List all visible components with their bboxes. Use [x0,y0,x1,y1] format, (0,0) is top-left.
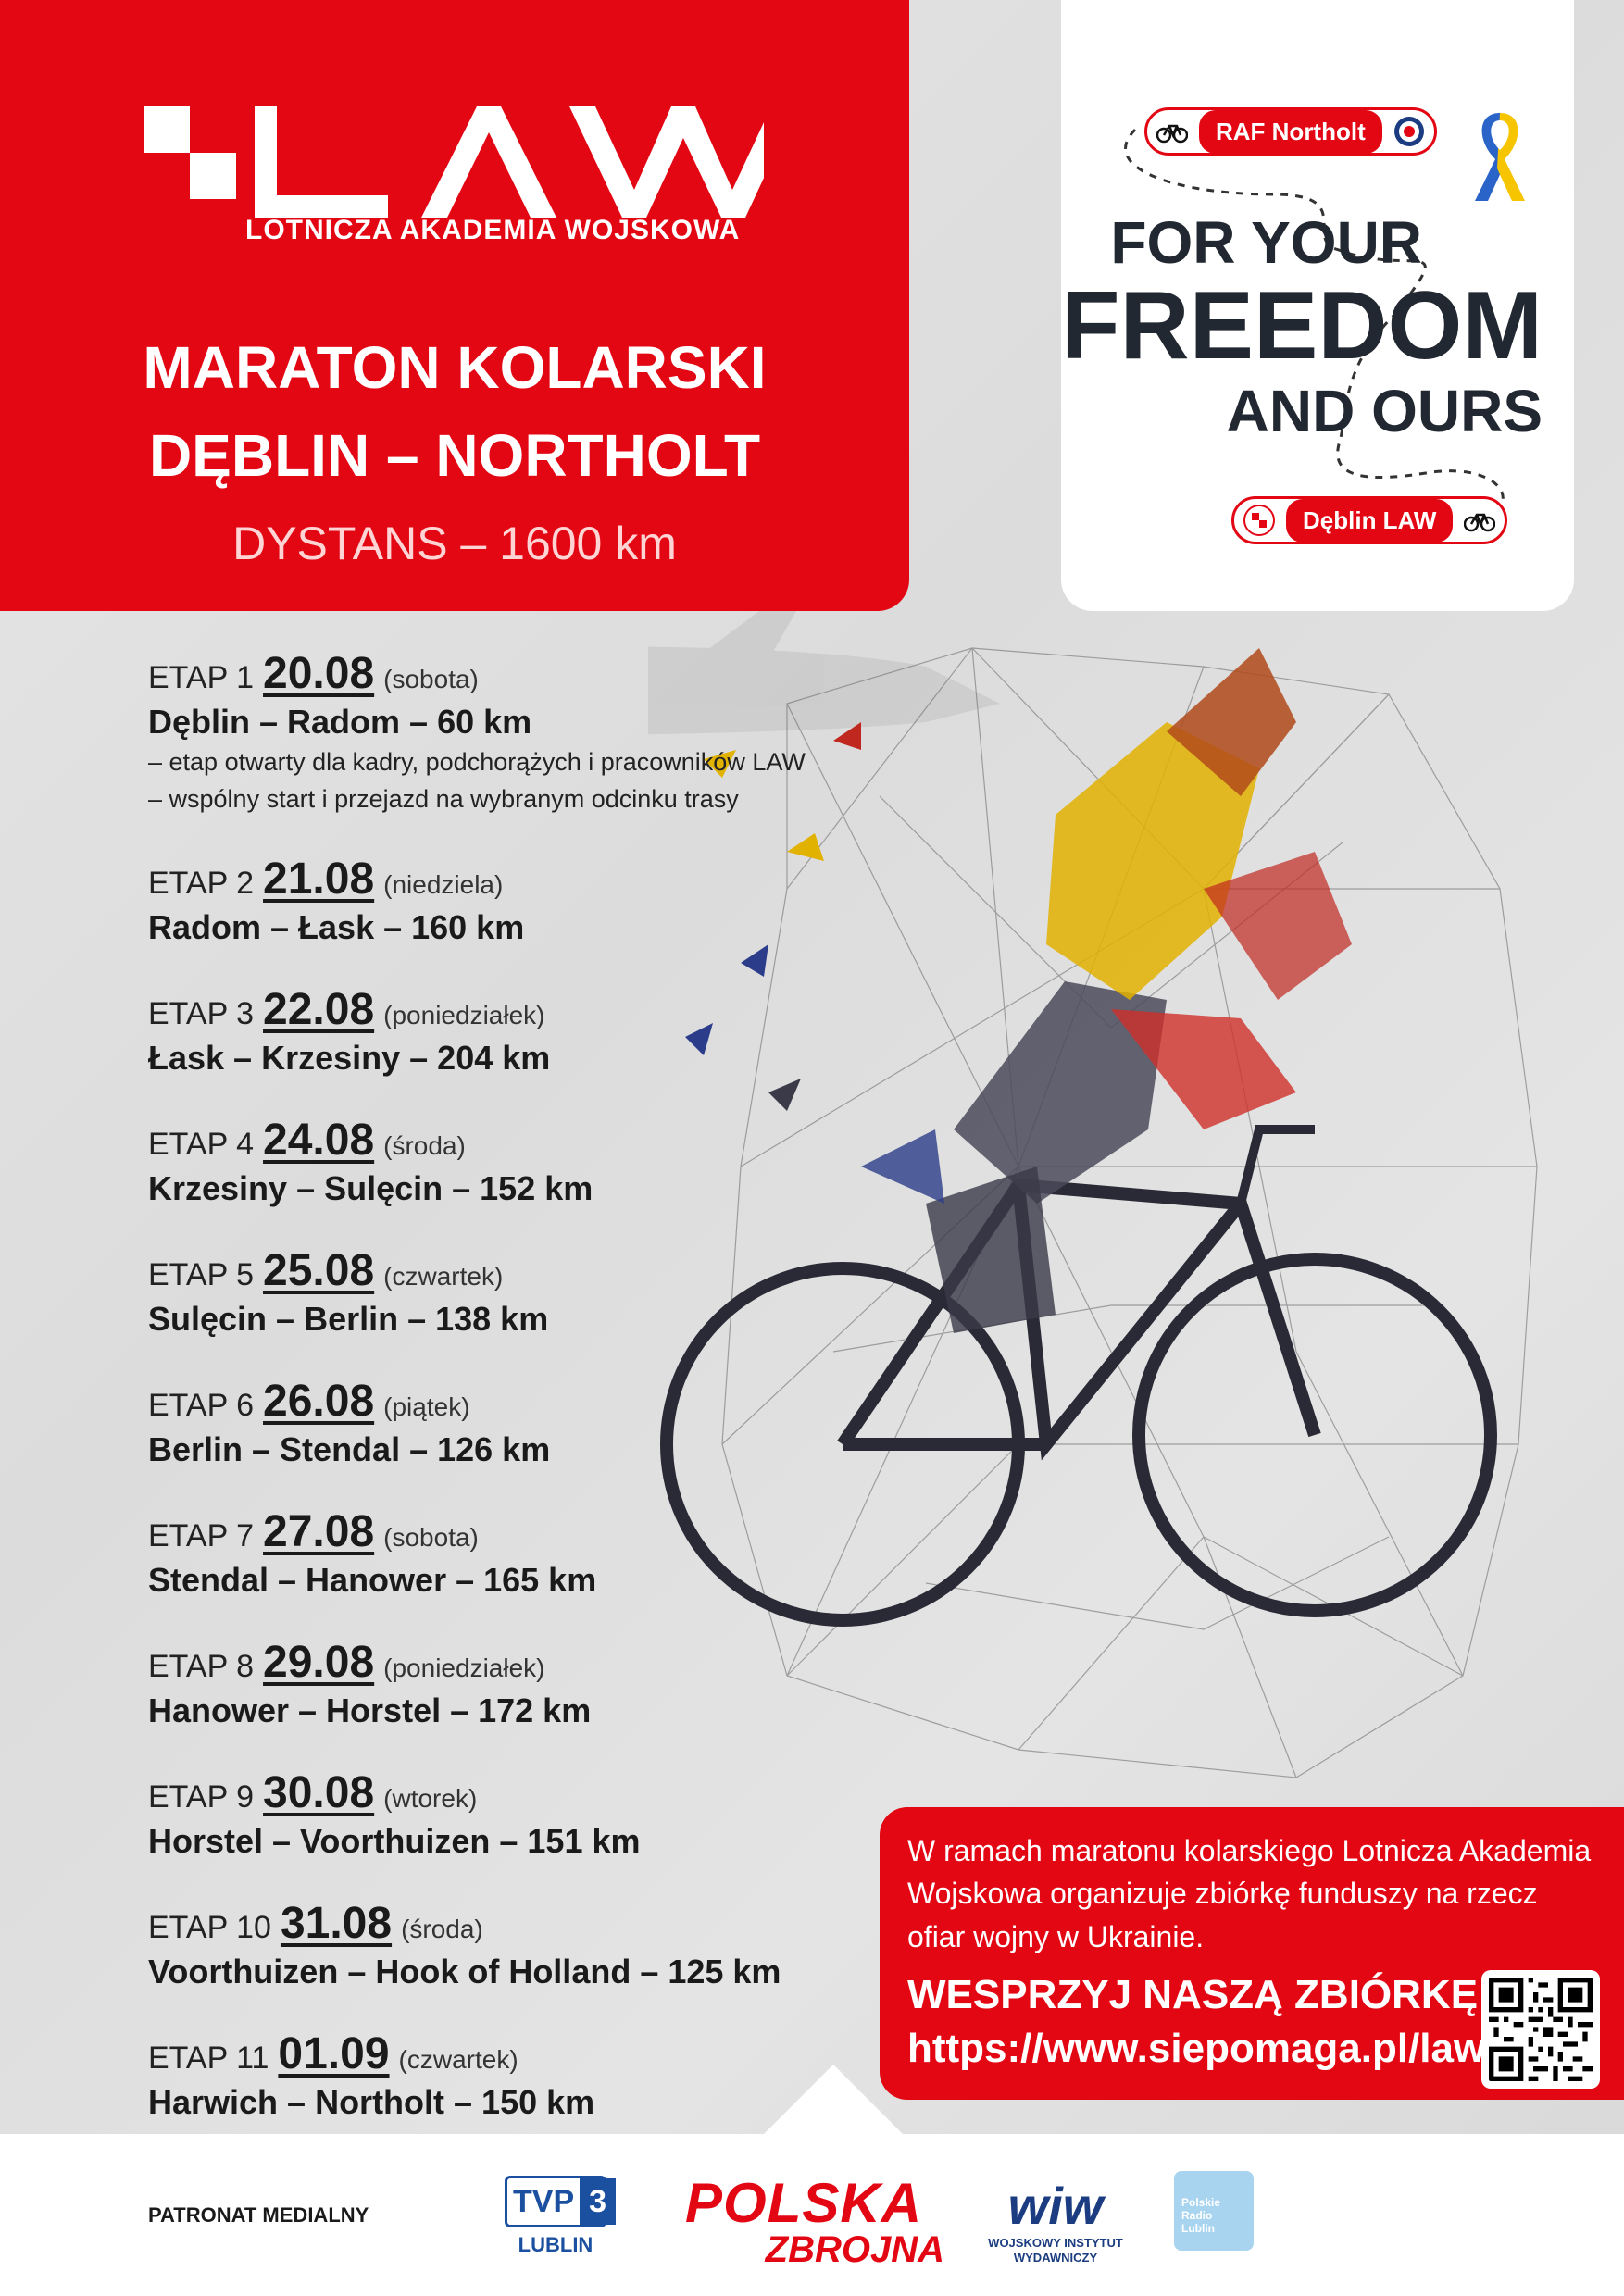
polska-zbrojna-logo [685,2172,944,2270]
stage-date: 21.08 [263,854,375,904]
event-title-line2: DĘBLIN – NORTHOLT [148,422,761,489]
stage-label: ETAP 3 [148,995,255,1031]
stage-date: 01.09 [278,2028,390,2078]
stage-route: Harwich – Northolt – 150 km [148,2082,595,2121]
end-label: Dęblin LAW [1286,499,1453,543]
stage-route: Sulęcin – Berlin – 138 km [148,1299,549,1338]
stage-note: – etap otwarty dla kadry, podchorążych i pracowników LAW [148,748,806,776]
stage-item [148,1115,981,1208]
stage-label: ETAP 6 [148,1387,255,1423]
ukraine-ribbon-icon [1468,104,1532,206]
wiw-mark: wiw [1007,2177,1104,2235]
media-patronage-label: PATRONAT MEDIALNY [148,2203,369,2227]
slogan [1061,209,1543,444]
pz-line2: ZBROJNA [765,2229,944,2270]
stage-day: (środa) [383,1130,466,1160]
footer-notch [763,2065,904,2135]
stage-date: 22.08 [263,984,375,1034]
stage-label: ETAP 11 [148,2040,269,2076]
stage-item [148,1506,981,1600]
stage-item [148,648,981,817]
start-badge [1144,107,1437,156]
stage-day: (środa) [401,1914,483,1943]
bicycle-icon [1464,507,1495,533]
logo-subtitle: LOTNICZA AKADEMIA WOJSKOWA [245,215,741,245]
slogan-line3: AND OURS [1226,378,1543,444]
stage-route: Krzesiny – Sulęcin – 152 km [148,1168,593,1207]
stage-label: ETAP 10 [148,1909,271,1945]
tvp-text: TVP [513,2183,575,2219]
tvp-city: LUBLIN [518,2233,593,2256]
stage-route: Horstel – Voorthuizen – 151 km [148,1821,641,1860]
stage-route: Dęblin – Radom – 60 km [148,703,532,741]
fundraiser-text: W ramach maratonu kolarskiego Lotnicza Akademia Wojskowa organizuje zbiórkę funduszy na rzecz ofiar wojny w Ukrainie. [907,1834,1592,1953]
wiw-text: WOJSKOWY INSTYTUT WYDAWNICZY [988,2236,1123,2265]
slogan-line2: FREEDOM [1061,272,1543,380]
stage-route: Hanower – Horstel – 172 km [148,1691,592,1729]
polskie-radio-lublin-logo [1174,2171,1254,2251]
stage-date: 24.08 [263,1115,375,1165]
bicycle-icon [1156,119,1188,144]
stage-day: (piątek) [383,1391,470,1421]
stage-day: (sobota) [383,1522,479,1552]
stage-item [148,854,981,947]
slogan-line1: FOR YOUR [1110,209,1422,276]
stage-item [148,1376,981,1469]
stage-label: ETAP 4 [148,1126,255,1162]
stage-date: 26.08 [263,1376,375,1426]
tvp3-lublin-logo [505,2176,606,2257]
stage-label: ETAP 2 [148,865,255,901]
stage-date: 27.08 [263,1506,375,1556]
start-label: RAF Northolt [1199,110,1382,154]
stage-item [148,1637,981,1730]
stage-date: 25.08 [263,1245,375,1295]
qr-code-icon[interactable] [1481,1970,1600,2089]
stage-item [148,984,981,1078]
stage-day: (wtorek) [383,1783,478,1813]
raf-roundel-icon [1393,116,1425,147]
pz-line1: POLSKA [685,2172,923,2234]
stage-item [148,1767,981,1861]
stage-day: (poniedziałek) [383,1653,545,1682]
stage-day: (sobota) [383,665,479,693]
stage-date: 31.08 [280,1898,393,1948]
stage-date: 29.08 [263,1637,375,1687]
stage-route: Berlin – Stendal – 126 km [148,1429,551,1468]
checkerboard-icon [1243,505,1275,536]
stage-route: Radom – Łask – 160 km [148,907,525,946]
tvp-number: 3 [580,2178,616,2225]
event-distance: DYSTANS – 1600 km [232,518,677,569]
stage-note: – wspólny start i przejazd na wybranym odcinku trasy [148,785,739,814]
stage-day: (poniedziałek) [383,1000,545,1029]
prl-text: Polskie Radio Lublin [1181,2196,1221,2235]
stage-label: ETAP 8 [148,1648,255,1684]
wiw-logo [981,2177,1130,2265]
stage-day: (czwartek) [383,1261,504,1291]
stage-route: Voorthuizen – Hook of Holland – 125 km [148,1952,781,1990]
end-badge [1231,496,1507,544]
stage-day: (niedziela) [383,869,504,899]
fundraiser-cta: WESPRZYJ NASZĄ ZBIÓRKĘ [907,1972,1479,2017]
stage-label: ETAP 1 [148,660,255,695]
fundraiser-link[interactable]: https://www.siepomaga.pl/law [907,2026,1486,2071]
event-title-line1: MARATON KOLARSKI [143,334,767,401]
stage-route: Stendal – Hanower – 165 km [148,1560,597,1599]
stage-date: 30.08 [263,1767,375,1817]
fundraiser-box [880,1807,1624,2100]
stage-route: Łask – Krzesiny – 204 km [148,1038,551,1077]
stages-list [148,648,981,2159]
stage-label: ETAP 9 [148,1778,255,1815]
stage-label: ETAP 7 [148,1517,255,1554]
stage-date: 20.08 [263,649,375,698]
stage-item [148,1898,981,1991]
stage-day: (czwartek) [398,2044,518,2074]
stage-label: ETAP 5 [148,1256,255,1292]
stage-item [148,1245,981,1339]
